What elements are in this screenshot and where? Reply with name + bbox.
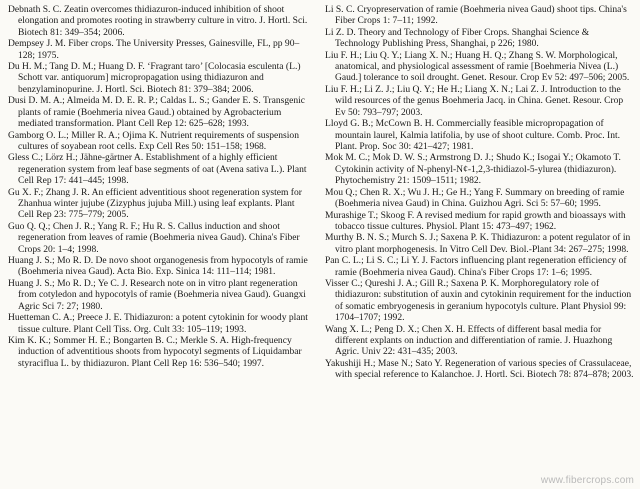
reference-entry: Mou Q.; Chen R. X.; Wu J. H.; Ge H.; Yang F. Summary on breeding of ramie (Boehmeria nivea Gaud) in China. Guizhou Agri. Sci 5: 57–60; 1995. — [325, 186, 625, 209]
reference-column-right — [321, 4, 634, 489]
reference-entry: Huang J. S.; Mo R. D. De novo shoot organogenesis from hypocotyls of ramie (Boehmeria nivea Gaud). Acta Bio. Exp. Sinica 14: 111–114; 1981. — [8, 255, 308, 278]
reference-entry: Mok M. C.; Mok D. W. S.; Armstrong D. J.; Shudo K.; Isogai Y.; Okamoto T. Cytokinin activity of N-phenyl-N¢-1,2,3-thidiazol-5-ylurea (thidiazuron). Phytochemistry 21: 1509–1511; 1982. — [325, 152, 621, 187]
reference-entry: Li S. C. Cryopreservation of ramie (Boehmeria nivea Gaud) shoot tips. China's Fiber Crops 1: 7–11; 1992. — [325, 4, 627, 27]
reference-entry: Guo Q. Q.; Chen J. R.; Yang R. F.; Hu R. S. Callus induction and shoot regeneration from leaves of ramie (Boehmeria nivea Gaud). China's Fiber Crops 20: 1–4; 1998. — [8, 220, 300, 255]
reference-column-left — [8, 4, 321, 489]
reference-entry: Debnath S. C. Zeatin overcomes thidiazuron-induced inhibition of shoot elongation and promotes rooting in strawberry culture in vitro. J. Hortl. Sci. Biotech 81: 349–354; 2006. — [8, 4, 308, 38]
reference-entry: Dusi D. M. A.; Almeida M. D. E. R. P.; Caldas L. S.; Gander E. S. Transgenic plants of ramie (Boehmeria nivea Gaud.) obtained by Agrobacterium mediated transformation. Plant Cell Rep 12: 625–628; 1993. — [8, 95, 306, 129]
reference-entry: Lloyd G. B.; McCown B. H. Commercially feasible micropropagation of mountain laurel, Kalmia latifolia, by use of shoot culture. Comb. Proc. Int. Plant. Prop. Soc 30: 421–427; 1981. — [325, 118, 621, 152]
watermark-text: www.fibercrops.com — [540, 475, 634, 486]
reference-entry: Gless C.; Lörz H.; Jähne-gärtner A. Establishment of a highly efficient regeneration system from leaf base segments of oat (Avena sativa L.). Plant Cell Rep 17: 441–445; 1998. — [8, 152, 307, 187]
reference-entry: Visser C.; Qureshi J. A.; Gill R.; Saxena P. K. Morphoregulatory role of thidiazuron: substitution of auxin and cytokinin requirement for the induction of somatic embryogenesis in geranium hypocotyls culture. Plant Physiol 99: 1704–1707; 1992. — [325, 278, 632, 324]
reference-entry: Li Z. D. Theory and Technology of Fiber Crops. Shanghai Science & Technology Publishing Press, Shanghai, p 226; 1980. — [325, 26, 590, 50]
reference-entry: Dempsey J. M. Fiber crops. The University Presses, Gainesville, FL, pp 90–128; 1975. — [8, 38, 300, 61]
reference-entry: Murashige T.; Skoog F. A revised medium for rapid growth and bioassays with tobacco tissue cultures. Physiol. Plant 15: 473–497; 1962. — [325, 209, 626, 232]
reference-entry: Liu F. H.; Li Z. J.; Liu Q. Y.; He H.; Liang X. N.; Lai Z. J. Introduction to the wild resources of the genus Boehmeria Jacq. in China. Genet. Resour. Crop Ev 50: 793–797; 2003. — [325, 83, 624, 118]
reference-entry: Huetteman C. A.; Preece J. E. Thidiazuron: a potent cytokinin for woody plant tissue culture. Plant Cell Tiss. Org. Cult 33: 105–119; 1993. — [8, 312, 308, 335]
reference-entry: Gamborg O. L.; Miller R. A.; Ojima K. Nutrient requirements of suspension cultures of soyabean root cells. Exp Cell Res 50: 151–158; 1968. — [8, 129, 299, 152]
reference-entry: Du H. M.; Tang D. M.; Huang D. F. ‘Fragrant taro’ [Colocasia esculenta (L.) Schott var. antiquorum] micropropagation using thidiazuron and benzylaminopurine. J. Hortl. Sci. Biotech 81: 379–384; 2006. — [8, 61, 301, 95]
reference-entry: Kim K. K.; Sommer H. E.; Bongarten B. C.; Merkle S. A. High-frequency induction of adventitious shoots from hypocotyl segments of Liquidambar styraciflua L. by thidiazuron. Plant Cell Rep 16: 536–540; 1997. — [8, 335, 302, 369]
reference-entry: Yakushiji H.; Mase N.; Sato Y. Regeneration of various species of Crassulaceae, with special reference to Kalanchoe. J. Hortl. Sci. Biotech 78: 874–878; 2003. — [325, 357, 634, 381]
reference-entry: Gu X. F.; Zhang J. R. An efficient adventitious shoot regeneration system for Zhanhua winter jujube (Zizyphus jujuba Mill.) using leaf explants. Plant Cell Rep 23: 775–779; 2005. — [8, 186, 302, 221]
reference-entry: Murthy B. N. S.; Murch S. J.; Saxena P. K. Thidiazuron: a potent regulator of in vitro plant morphogenesis. In Vitro Cell Dev. Biol.-Plant 34: 267–275; 1998. — [325, 232, 631, 255]
reference-entry: Wang X. L.; Peng D. X.; Chen X. H. Effects of different basal media for different explants on induction and differentiation of ramie. J. Huazhong Agric. Univ 22: 431–435; 2003. — [325, 323, 613, 358]
reference-entry: Liu F. H.; Liu Q. Y.; Liang X. N.; Huang H. Q.; Zhang S. W. Morphological, anatomical, and physiological assessment of ramie [Boehmeria Nivea (L.) Gaud.] tolerance to soil drought. Genet. Resour. Crop Ev 52: 497–506; 2005. — [325, 49, 630, 84]
reference-entry: Pan C. L.; Li S. C.; Li Y. J. Factors influencing plant regeneration efficiency of ramie (Boehmeria nivea Gaud). China's Fiber Crops 17: 1–6; 1995. — [325, 255, 627, 278]
reference-entry: Huang J. S.; Mo R. D.; Ye C. J. Research note on in vitro plant regeneration from cotyledon and hypocotyls of ramie (Boehmeria nivea Gaud). Guangxi Agric Sci 7: 27; 1980. — [8, 277, 306, 312]
